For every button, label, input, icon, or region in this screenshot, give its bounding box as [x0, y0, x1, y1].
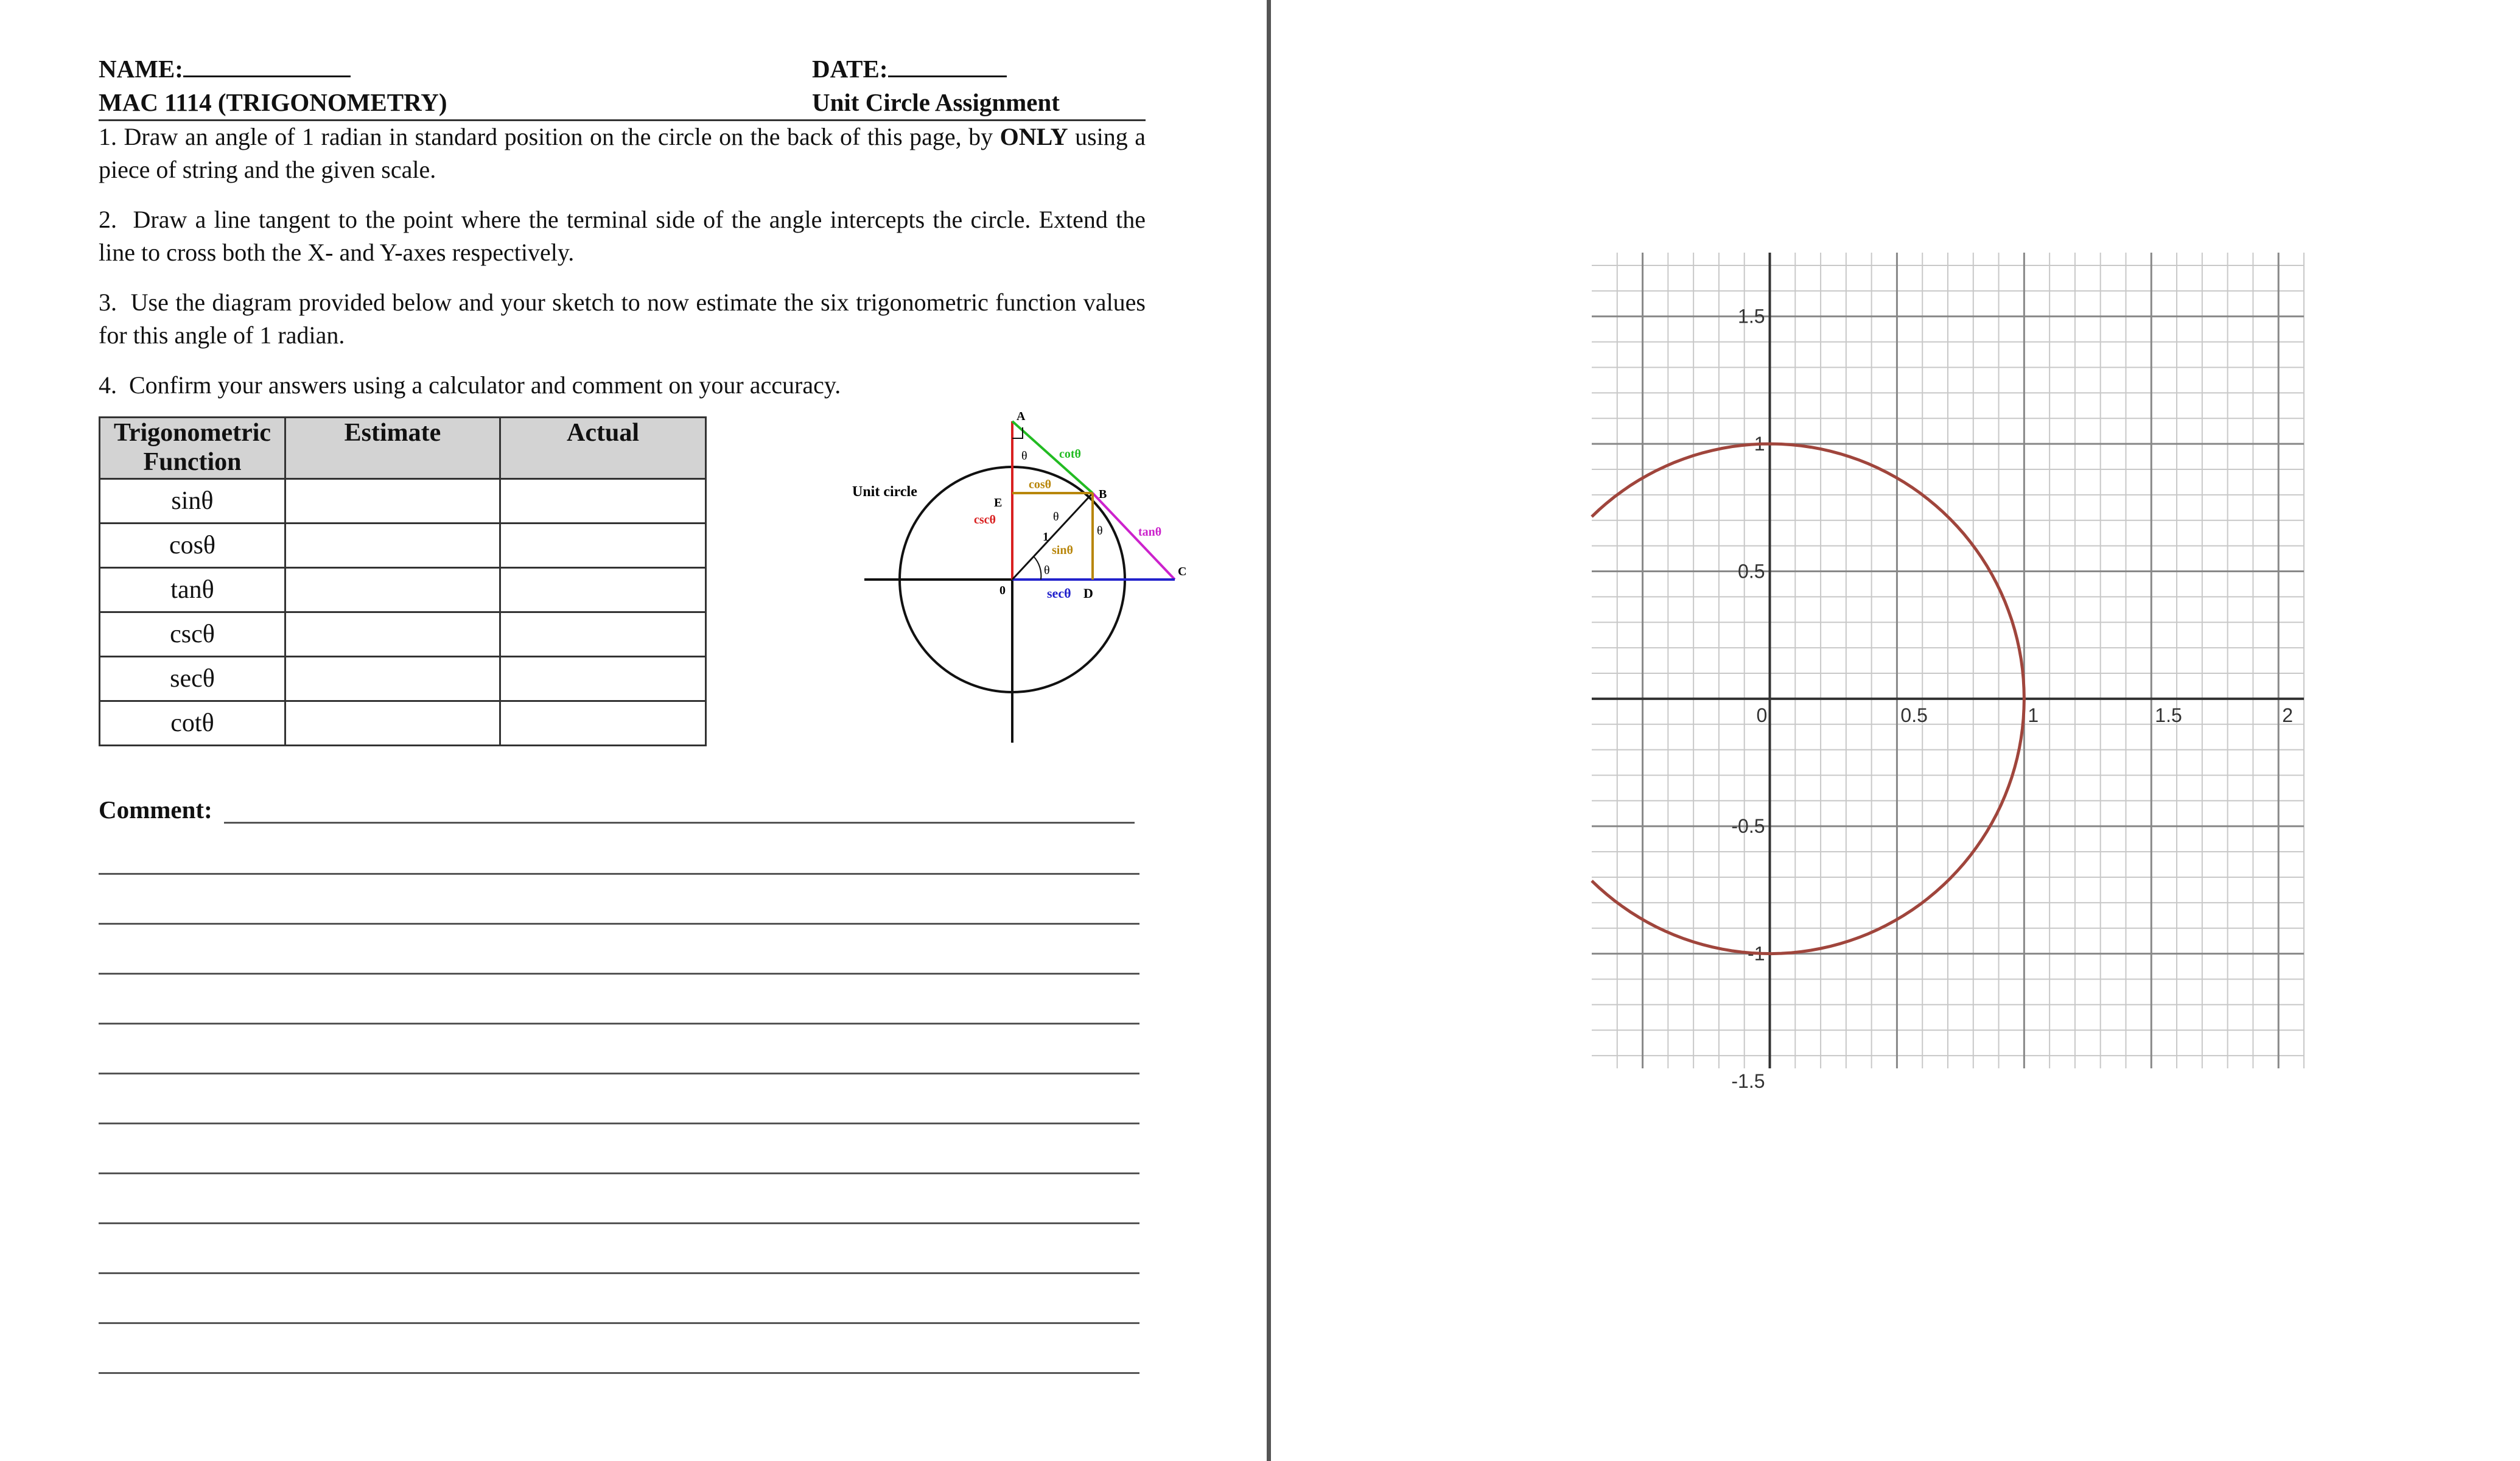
graph-paper — [1583, 244, 2313, 1092]
comment-line[interactable] — [99, 923, 1139, 925]
estimate-cell-tan[interactable] — [285, 568, 500, 612]
estimate-cell-csc[interactable] — [285, 612, 500, 657]
name-label: NAME: — [99, 55, 183, 83]
trig-table — [99, 416, 707, 746]
label-e: E — [994, 496, 1003, 510]
name-field[interactable] — [99, 54, 351, 83]
comment-line[interactable] — [99, 1222, 1139, 1224]
table-row — [100, 701, 706, 746]
comment-line[interactable] — [99, 1023, 1139, 1025]
row-label-sec: secθ — [100, 657, 285, 701]
label-one: 1 — [1043, 530, 1049, 544]
name-blank[interactable] — [183, 54, 351, 77]
angle-arc — [1034, 556, 1041, 580]
minor-grid — [1592, 253, 2304, 1068]
label-tan: tanθ — [1138, 525, 1162, 539]
estimate-cell-sec[interactable] — [285, 657, 500, 701]
label-sec: secθ — [1047, 586, 1071, 601]
actual-cell-sec[interactable] — [500, 657, 706, 701]
row-label-cos: cosθ — [100, 524, 285, 568]
comment-line[interactable] — [99, 1073, 1139, 1074]
instruction-1: 1. Draw an angle of 1 radian in standard position on the circle on the back of this page, by ONLY using a piece of string and the given scale. — [99, 123, 1146, 183]
radius-segment — [1012, 493, 1093, 580]
y-tick-label: -1.5 — [1731, 1070, 1765, 1092]
page-divider — [1267, 0, 1271, 1461]
theta-c: θ — [1097, 524, 1103, 538]
comment-line[interactable] — [99, 873, 1139, 875]
date-field[interactable] — [812, 54, 1007, 83]
table-header-row — [100, 418, 706, 479]
date-label: DATE: — [812, 55, 888, 83]
actual-cell-tan[interactable] — [500, 568, 706, 612]
table-row — [100, 479, 706, 524]
row-label-tan: tanθ — [100, 568, 285, 612]
comment-line[interactable] — [99, 1123, 1139, 1124]
header-function: Trigonometric Function — [100, 418, 285, 479]
label-a: A — [1017, 410, 1026, 423]
label-cot: cotθ — [1059, 447, 1081, 461]
label-c: C — [1178, 565, 1187, 578]
comment-line[interactable] — [99, 1322, 1139, 1324]
table-row — [100, 612, 706, 657]
assignment-title: Unit Circle Assignment — [812, 88, 1060, 116]
actual-cell-csc[interactable] — [500, 612, 706, 657]
comment-line[interactable] — [99, 1272, 1139, 1274]
estimate-cell-sin[interactable] — [285, 479, 500, 524]
x-tick-label: 0.5 — [1900, 704, 1928, 726]
instruction-2: 2. Draw a line tangent to the point where the terminal side of the angle intercepts the circle. Extend the line to cross both the X- and Y-axes respectively. — [99, 206, 1146, 266]
date-blank[interactable] — [888, 54, 1007, 77]
theta-o: θ — [1044, 564, 1050, 577]
label-b: B — [1099, 488, 1107, 501]
y-tick-label: -0.5 — [1731, 815, 1765, 838]
label-cos: cosθ — [1029, 478, 1052, 491]
actual-cell-sin[interactable] — [500, 479, 706, 524]
row-label-cot: cotθ — [100, 701, 285, 746]
actual-cell-cot[interactable] — [500, 701, 706, 746]
unit-circle-diagram — [840, 402, 1205, 755]
y-tick-label: 1 — [1754, 433, 1765, 455]
label-csc: cscθ — [974, 513, 996, 527]
x-tick-label: 0 — [1756, 704, 1768, 726]
y-tick-label: 1.5 — [1738, 305, 1765, 328]
actual-cell-cos[interactable] — [500, 524, 706, 568]
row-label-sin: sinθ — [100, 479, 285, 524]
theta-a: θ — [1021, 449, 1027, 463]
table-row — [100, 568, 706, 612]
estimate-cell-cos[interactable] — [285, 524, 500, 568]
x-tick-label: 1.5 — [2155, 704, 2182, 726]
label-o: 0 — [999, 584, 1006, 597]
table-row — [100, 657, 706, 701]
diagram-title: Unit circle — [852, 484, 917, 500]
label-d: D — [1083, 586, 1093, 601]
header-estimate: Estimate — [285, 418, 500, 479]
instruction-3: 3. Use the diagram provided below and your sketch to now estimate the six trigonometric function values for this angle of 1 radian. — [99, 289, 1146, 349]
comment-label: Comment: — [99, 796, 212, 824]
estimate-cell-cot[interactable] — [285, 701, 500, 746]
x-tick-label: 1 — [2028, 704, 2039, 726]
table-row — [100, 524, 706, 568]
instruction-4: 4. Confirm your answers using a calculator and comment on your accuracy. — [99, 371, 841, 399]
header-actual: Actual — [500, 418, 706, 479]
comment-line-first[interactable] — [224, 822, 1135, 824]
y-tick-label: -1 — [1748, 942, 1765, 965]
y-tick-label: 0.5 — [1738, 560, 1765, 583]
theta-b: θ — [1053, 510, 1059, 524]
comment-line[interactable] — [99, 1372, 1139, 1374]
course-title: MAC 1114 (TRIGONOMETRY) — [99, 88, 447, 116]
x-tick-label: 2 — [2282, 704, 2294, 726]
row-label-csc: cscθ — [100, 612, 285, 657]
comment-line[interactable] — [99, 973, 1139, 975]
tan-segment — [1093, 493, 1175, 580]
comment-line[interactable] — [99, 1172, 1139, 1174]
label-sin: sinθ — [1052, 544, 1073, 557]
